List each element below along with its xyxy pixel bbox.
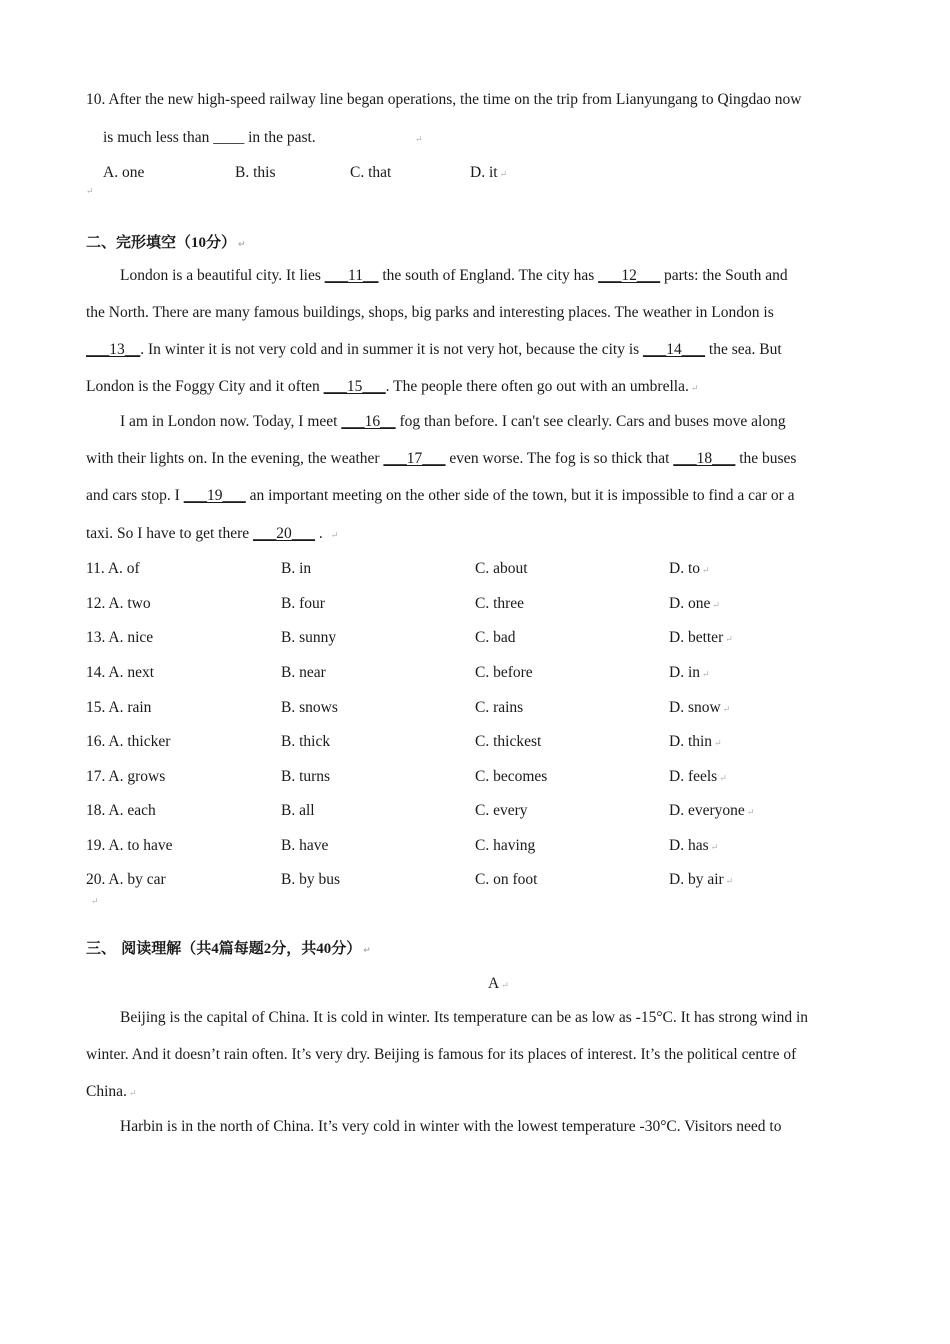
paragraph-mark: ↵ [725, 634, 733, 644]
cloze-option-15-c: C. rains [475, 699, 524, 716]
paragraph-mark: ↵ [710, 842, 719, 852]
cloze-option-17-a: 17. A. grows [86, 768, 166, 785]
cloze-option-14-d: D. in ↵ [669, 664, 710, 681]
cloze-option-16-c: C. thickest [475, 733, 542, 750]
cloze-option-16-d: D. thin ↵ [669, 733, 722, 750]
cloze-option-14-a: 14. A. next [86, 664, 155, 681]
cloze-option-19-d: D. has ↵ [669, 837, 719, 854]
cloze-option-13-b: B. sunny [281, 629, 337, 646]
cloze-option-13-a: 13. A. nice [86, 629, 154, 646]
blank-19: ___19___ [183, 487, 246, 504]
reading-a-line: Beijing is the capital of China. It is cold in winter. Its temperature can be as low as -15°C. It has strong wind in [120, 1009, 809, 1026]
cloze-option-16-b: B. thick [281, 733, 331, 750]
blank-20: ___20___ [253, 525, 316, 542]
paragraph-mark: ↵ [712, 600, 720, 610]
blank-11: ___11__ [324, 267, 379, 284]
cloze-option-13-d: D. better ↵ [669, 629, 733, 646]
cloze-option-17-c: C. becomes [475, 768, 548, 785]
q10-option-c: C. that [350, 164, 392, 181]
paragraph-mark: ↵ [702, 669, 710, 679]
cloze-option-14-b: B. near [281, 664, 326, 681]
cloze-option-11-b: B. in [281, 560, 312, 577]
cloze-option-14-c: C. before [475, 664, 533, 681]
cloze-option-18-d: D. everyone ↵ [669, 802, 755, 819]
paragraph-mark: ↵ [702, 565, 710, 575]
reading-a-line: Harbin is in the north of China. It’s very cold in winter with the lowest temperature -30°C. Visitors need to [120, 1118, 782, 1135]
blank-15: ___15___ [323, 378, 386, 395]
cloze-option-16-a: 16. A. thicker [86, 733, 171, 750]
reading-a-line: China. ↵ [86, 1083, 137, 1100]
cloze-passage-line: ___13__. In winter it is not very cold and in summer it is not very hot, because the city is ___14___ the sea. But [86, 341, 782, 358]
cloze-option-18-c: C. every [475, 802, 528, 819]
cloze-passage-line: London is the Foggy City and it often ___15___. The people there often go out with an umbrella. ↵ [86, 378, 699, 395]
cloze-option-15-b: B. snows [281, 699, 338, 716]
cloze-option-12-b: B. four [281, 595, 325, 612]
cloze-option-17-d: D. feels ↵ [669, 768, 727, 785]
blank-12: ___12___ [598, 267, 661, 284]
cloze-option-11-c: C. about [475, 560, 528, 577]
paragraph-mark: ↵ [91, 896, 99, 906]
question-10-text-2: is much less than ____ in the past. [103, 129, 316, 146]
paragraph-mark: ↵ [725, 876, 734, 886]
cloze-option-13-c: C. bad [475, 629, 516, 646]
cloze-option-12-c: C. three [475, 595, 525, 612]
question-10-text: 10. After the new high-speed railway line began operations, the time on the trip from Lianyungang to Qingdao now [86, 91, 802, 108]
cloze-option-18-a: 18. A. each [86, 802, 156, 819]
reading-a-label: A ↵ [488, 975, 509, 992]
q10-option-b: B. this [235, 164, 276, 181]
paragraph-mark: ↵ [86, 186, 94, 196]
cloze-option-17-b: B. turns [281, 768, 331, 785]
cloze-passage-line: and cars stop. I ___19___ an important meeting on the other side of the town, but it is impossible to find a car or a [86, 487, 795, 504]
cloze-option-19-b: B. have [281, 837, 329, 854]
question-10-line2 [103, 128, 316, 148]
blank-17: ___17___ [383, 450, 446, 467]
section-3-heading: 三、 阅读理解（共4篇每题2分，共40分） ↵ [86, 939, 371, 957]
cloze-option-19-a: 19. A. to have [86, 837, 173, 854]
cloze-option-12-a: 12. A. two [86, 595, 151, 612]
question-10-line1 [86, 90, 801, 110]
cloze-passage-line: London is a beautiful city. It lies ___11__ the south of England. The city has ___12___ parts: the South and [120, 267, 788, 284]
paragraph-mark: ↵ [719, 773, 727, 783]
blank-18: ___18___ [673, 450, 736, 467]
reading-a-line: winter. And it doesn’t rain often. It’s very dry. Beijing is famous for its places of interest. It’s the political centre of [86, 1046, 797, 1063]
cloze-option-12-d: D. one ↵ [669, 595, 720, 612]
cloze-passage-line: taxi. So I have to get there ___20___ . ↵ [86, 525, 339, 542]
paragraph-mark: ↵ [722, 704, 731, 714]
cloze-passage-line: I am in London now. Today, I meet ___16__ fog than before. I can't see clearly. Cars and buses move along [120, 413, 786, 430]
paragraph-mark: ↵ [746, 807, 755, 817]
q10-option-d: D. it ↵ [470, 164, 508, 181]
section-2-heading: 二、完形填空（10分） ↵ [86, 233, 246, 251]
blank-16: ___16__ [341, 413, 396, 430]
blank-13: ___13__ [86, 341, 141, 358]
cloze-passage-line: with their lights on. In the evening, the weather ___17___ even worse. The fog is so thick that ___18___ the buses [86, 450, 797, 467]
cloze-passage-line: the North. There are many famous buildings, shops, big parks and interesting places. The weather in London is [86, 304, 774, 321]
paragraph-mark: ↵ [714, 738, 722, 748]
paragraph-mark: ↵ [415, 134, 423, 144]
cloze-option-15-a: 15. A. rain [86, 699, 152, 716]
cloze-option-11-d: D. to ↵ [669, 560, 710, 577]
cloze-option-20-a: 20. A. by car [86, 871, 166, 888]
cloze-option-19-c: C. having [475, 837, 536, 854]
cloze-option-20-d: D. by air ↵ [669, 871, 734, 888]
blank-14: ___14___ [643, 341, 706, 358]
cloze-option-20-b: B. by bus [281, 871, 340, 888]
cloze-option-15-d: D. snow ↵ [669, 699, 731, 716]
cloze-option-11-a: 11. A. of [86, 560, 140, 577]
cloze-option-20-c: C. on foot [475, 871, 538, 888]
q10-option-a: A. one [103, 164, 145, 181]
cloze-option-18-b: B. all [281, 802, 315, 819]
